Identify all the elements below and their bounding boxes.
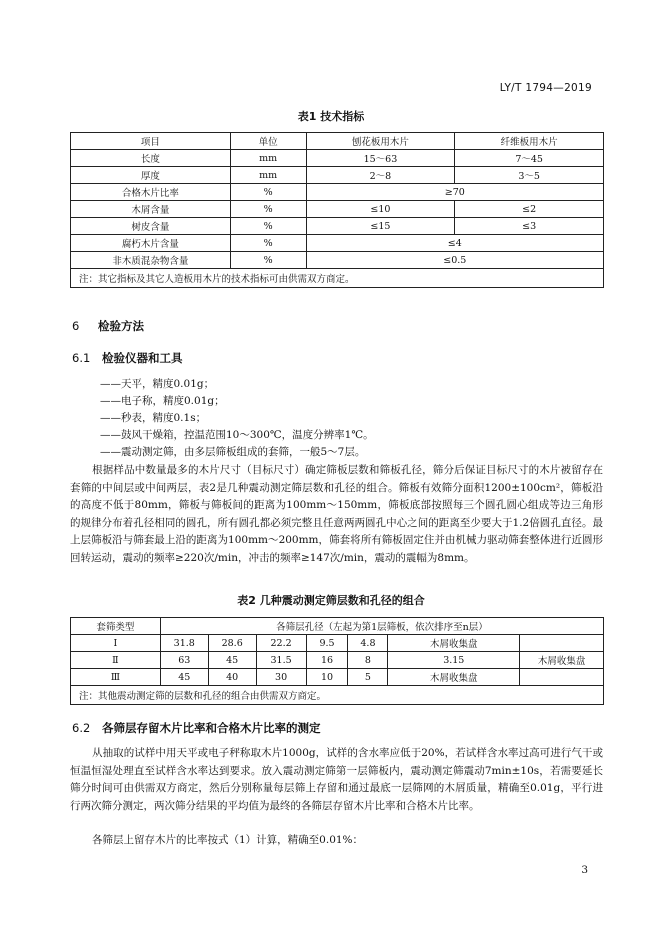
table-cell: ≤3 bbox=[455, 218, 604, 235]
list-item: ——电子称，精度0.01g； bbox=[100, 395, 225, 407]
table-cell: ≤4 bbox=[306, 235, 603, 252]
list-item: ——天平，精度0.01g； bbox=[100, 378, 215, 390]
table-row bbox=[71, 218, 604, 235]
table1-header-unit: 单位 bbox=[230, 133, 306, 150]
table-cell: Ⅲ bbox=[71, 669, 161, 686]
standard-code: LY/T 1794—2019 bbox=[499, 82, 592, 94]
table-cell: % bbox=[230, 218, 306, 235]
table-cell: 树皮含量 bbox=[71, 218, 231, 235]
table-cell: ≤0.5 bbox=[306, 252, 603, 269]
table-note-row bbox=[71, 686, 604, 705]
table-cell: % bbox=[230, 252, 306, 269]
table-cell: 28.6 bbox=[208, 635, 256, 652]
table2 bbox=[70, 617, 604, 705]
table-cell: 长度 bbox=[71, 150, 231, 167]
paragraph-formula-intro bbox=[70, 832, 603, 850]
page-number: 3 bbox=[581, 864, 588, 876]
table-note-row bbox=[71, 269, 604, 288]
table-cell: Ⅰ bbox=[71, 635, 161, 652]
section-number: 6.1 bbox=[72, 351, 91, 365]
table-cell: 7～45 bbox=[455, 150, 604, 167]
table-cell: 9.5 bbox=[306, 635, 348, 652]
table-cell: mm bbox=[230, 150, 306, 167]
table1-header-item: 项目 bbox=[71, 133, 231, 150]
table-cell: 31.8 bbox=[160, 635, 208, 652]
table-cell: % bbox=[230, 235, 306, 252]
table2-header-desc: 各筛层孔径（左起为第1层筛板，依次排序至n层） bbox=[160, 618, 603, 635]
table-cell: 木屑收集盘 bbox=[520, 652, 604, 669]
section-6-2-heading bbox=[72, 720, 321, 736]
table-cell: 2～8 bbox=[306, 167, 455, 184]
table-cell: 10 bbox=[306, 669, 348, 686]
table-cell: 30 bbox=[256, 669, 306, 686]
section-6-heading bbox=[72, 318, 144, 334]
table2-note: 注：其他震动测定筛的层数和孔径的组合由供需双方商定。 bbox=[71, 686, 604, 705]
table-cell: ≥70 bbox=[306, 184, 603, 201]
table-cell: 31.5 bbox=[256, 652, 306, 669]
section-title: 各筛层存留木片比率和合格木片比率的测定 bbox=[102, 721, 321, 735]
table-cell: Ⅱ bbox=[71, 652, 161, 669]
table-cell: 22.2 bbox=[256, 635, 306, 652]
table-cell: 4.8 bbox=[348, 635, 388, 652]
table-cell: 15～63 bbox=[306, 150, 455, 167]
instrument-list bbox=[100, 376, 374, 461]
table-cell: 木屑收集盘 bbox=[388, 669, 520, 686]
table1-caption: 表1 技术指标 bbox=[297, 110, 365, 123]
table1 bbox=[70, 132, 604, 288]
table-row bbox=[71, 167, 604, 184]
table1-header-particleboard: 刨花板用木片 bbox=[306, 133, 455, 150]
table-cell: 非木质混杂物含量 bbox=[71, 252, 231, 269]
table-row bbox=[71, 201, 604, 218]
table2-header-type: 套筛类型 bbox=[71, 618, 161, 635]
table-row bbox=[71, 669, 604, 686]
table-cell: mm bbox=[230, 167, 306, 184]
table2-header-row bbox=[71, 618, 604, 635]
table-row bbox=[71, 652, 604, 669]
table-cell: % bbox=[230, 184, 306, 201]
table-row bbox=[71, 150, 604, 167]
table-cell: ≤10 bbox=[306, 201, 455, 218]
paragraph-text: 根据样品中数量最多的木片尺寸（目标尺寸）确定筛板层数和筛板孔径，筛分后保证目标尺寸的木片被留存在套筛的中间层或中间两层，表2是几种震动测定筛层数和孔径的组合。筛板有效筛分面积1200±100cm²，筛板沿的高度不低于80mm，筛板与筛板间的距离为100mm～150mm，筛板底部按照每三个圆孔圆心组成等边三角形的规律分布着孔径相同的圆孔，所有圆孔都必须完整且任意两两圆孔中心之间的距离至少要大于1.2倍圆孔直径。最上层筛板沿与筛套最上沿的距离为100mm～200mm，筛套将所有筛板固定住并由机械力驱动筛套整体进行近圆形回转运动，震动的频率≥220次/min，冲击的频率≥147次/min，震动的震幅为8mm。 bbox=[70, 464, 603, 564]
table1-header-row bbox=[71, 133, 604, 150]
table-cell: 合格木片比率 bbox=[71, 184, 231, 201]
table-cell: 5 bbox=[348, 669, 388, 686]
table-row bbox=[71, 184, 604, 201]
table1-note: 注：其它指标及其它人造板用木片的技术指标可由供需双方商定。 bbox=[71, 269, 604, 288]
paragraph-text: 从抽取的试样中用天平或电子秤称取木片1000g，试样的含水率应低于20%，若试样含水率过高可进行气干或恒温恒湿处理直至试样含水率达到要求。放入震动测定筛第一层筛板内，震动测定筛震动7min±10s，若需要延长筛分时间可由供需双方商定，然后分别称量每层筛上存留和通过最底一层筛网的木屑质量，精确至0.01g，平行进行两次筛分测定，两次筛分结果的平均值为最终的各筛层存留木片比率和合格木片比率。 bbox=[70, 747, 603, 812]
section-title: 检验方法 bbox=[98, 319, 144, 333]
table-cell: 木屑含量 bbox=[71, 201, 231, 218]
section-title: 检验仪器和工具 bbox=[102, 351, 183, 365]
section-number: 6.2 bbox=[72, 721, 91, 735]
table-cell: 63 bbox=[160, 652, 208, 669]
list-item: ——震动测定筛，由多层筛板组成的套筛，一般5～7层。 bbox=[100, 446, 366, 458]
table-cell: 40 bbox=[208, 669, 256, 686]
table-cell: 厚度 bbox=[71, 167, 231, 184]
table-cell: 8 bbox=[348, 652, 388, 669]
list-item: ——鼓风干燥箱，控温范围10～300℃，温度分辨率1℃。 bbox=[100, 429, 374, 441]
list-item: ——秒表，精度0.1s； bbox=[100, 412, 207, 424]
table-cell: % bbox=[230, 201, 306, 218]
table-cell: ≤2 bbox=[455, 201, 604, 218]
table-cell bbox=[520, 635, 604, 652]
table2-caption: 表2 几种震动测定筛层数和孔径的组合 bbox=[237, 594, 425, 607]
table-cell: ≤15 bbox=[306, 218, 455, 235]
table-cell: 3～5 bbox=[455, 167, 604, 184]
table-row bbox=[71, 235, 604, 252]
table1-header-fiberboard: 纤维板用木片 bbox=[455, 133, 604, 150]
section-number: 6 bbox=[72, 319, 80, 333]
table-cell: 45 bbox=[208, 652, 256, 669]
table-cell: 木屑收集盘 bbox=[388, 635, 520, 652]
table-cell: 16 bbox=[306, 652, 348, 669]
paragraph-sieve-description bbox=[70, 462, 603, 567]
table-cell: 3.15 bbox=[388, 652, 520, 669]
section-6-1-heading bbox=[72, 350, 183, 366]
table-cell: 腐朽木片含量 bbox=[71, 235, 231, 252]
paragraph-text: 各筛层上留存木片的比率按式（1）计算，精确至0.01%： bbox=[92, 834, 364, 846]
paragraph-sieving-procedure bbox=[70, 745, 603, 815]
table-row bbox=[71, 635, 604, 652]
table-cell: 45 bbox=[160, 669, 208, 686]
table-row bbox=[71, 252, 604, 269]
table-cell bbox=[520, 669, 604, 686]
